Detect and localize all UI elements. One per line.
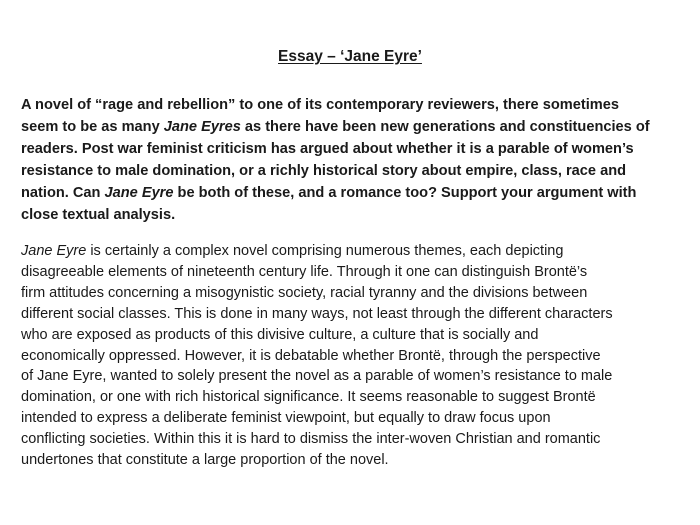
body-line — [21, 325, 689, 346]
text-run: be both of these, and a romance too? Support your argument with — [173, 185, 637, 201]
italic-title-reference: Jane Eyre — [104, 185, 174, 201]
text-run: undertones that constitute a large proportion of the novel. — [21, 452, 389, 469]
text-run: close textual analysis. — [21, 207, 176, 223]
body-line — [21, 429, 689, 450]
essay-body-paragraph — [21, 241, 689, 471]
text-run: disagreeable elements of nineteenth century life. Through it one can distinguish Brontë’s — [21, 263, 588, 280]
prompt-line — [21, 94, 689, 116]
italic-title-reference: Jane Eyres — [163, 119, 241, 135]
text-run: as there have been new generations and constituencies of — [240, 119, 650, 135]
text-run: economically oppressed. However, it is debatable whether Brontë, through the perspective — [21, 347, 601, 364]
body-line — [21, 262, 689, 283]
text-run: firm attitudes concerning a misogynistic society, racial tyranny and the divisions between — [21, 284, 588, 301]
body-line — [21, 387, 689, 408]
prompt-line — [21, 204, 689, 226]
prompt-line — [21, 138, 689, 160]
text-run: is certainly a complex novel comprising numerous themes, each depicting — [86, 243, 564, 259]
essay-title — [0, 47, 700, 67]
body-line — [21, 304, 689, 325]
text-run: readers. Post war feminist criticism has argued about whether it is a parable of women’s — [21, 141, 634, 157]
text-run: nation. Can — [21, 185, 105, 201]
prompt-line — [21, 182, 689, 204]
italic-title-reference: Jane Eyre — [21, 243, 87, 259]
text-run: of Jane Eyre, wanted to solely present the novel as a parable of women’s resistance to male — [21, 368, 613, 385]
text-run: intended to express a deliberate feminist viewpoint, but equally to draw focus upon — [21, 410, 551, 427]
text-run: different social classes. This is done in many ways, not least through the different characters — [21, 305, 613, 322]
body-line — [21, 450, 689, 471]
text-run: who are exposed as products of this divisive culture, a culture that is socially and — [21, 326, 539, 343]
prompt-line — [21, 160, 689, 182]
text-run: domination, or one with rich historical significance. It seems reasonable to suggest Brontë — [21, 389, 596, 406]
text-run: seem to be as many — [21, 119, 164, 135]
essay-prompt — [21, 94, 689, 226]
body-line — [21, 283, 689, 304]
text-run: resistance to male domination, or a richly historical story about empire, class, race and — [21, 163, 627, 179]
prompt-line — [21, 116, 689, 138]
body-line — [21, 241, 689, 262]
body-line — [21, 366, 689, 387]
text-run: conflicting societies. Within this it is hard to dismiss the inter-woven Christian and romantic — [21, 431, 601, 448]
body-line — [21, 346, 689, 367]
text-run: A novel of “rage and rebellion” to one of its contemporary reviewers, there sometimes — [21, 97, 619, 113]
essay-title-text: Essay – ‘Jane Eyre’ — [278, 48, 422, 65]
body-line — [21, 408, 689, 429]
